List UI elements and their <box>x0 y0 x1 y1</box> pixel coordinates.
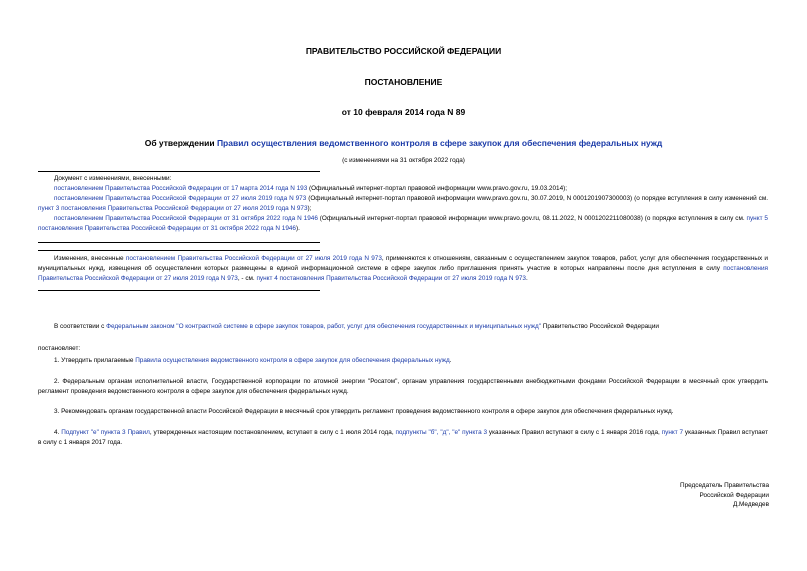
change-2-link[interactable]: постановлением Правительства Российской Федерации от 27 июля 2019 года N 973 <box>54 195 307 202</box>
note-text-2: , применяются к отношениям, связанным с осуществлением закупок товаров, работ, услуг для обеспечения государственных и муниципальных нужд, извещения об осуществлении которых размещены в единой информационной системе в сфере закупок либо приглашения принять участие в которых направлены после дня вступления в силу <box>38 255 768 272</box>
p1-text: 1. Утвердить прилагаемые <box>54 357 136 364</box>
p4-link-2[interactable]: подпункты "б", "д", "е" пункта 3 <box>395 429 488 436</box>
preamble-text-2: Правительство Российской Федерации <box>541 323 659 330</box>
preamble-text-1: В соответствии с <box>54 323 107 330</box>
decree-word: постановляет: <box>38 345 81 352</box>
signature-block <box>680 481 769 510</box>
change-1-link[interactable]: постановлением Правительства Российской Федерации от 17 марта 2014 года N 193 <box>54 185 308 192</box>
change-3-text: (Официальный интернет-портал правовой информации www.pravo.gov.ru, 08.11.2022, N 0001202211080038) (о порядке вступления в силу см. <box>317 215 747 222</box>
changes-block <box>38 174 768 234</box>
change-2-text: (Официальный интернет-портал правовой информации www.pravo.gov.ru, 30.07.2019, N 0001201907300003) (о порядке вступления в силу изменений см. <box>306 195 768 202</box>
note-link-3[interactable]: пункт 4 постановления Правительства Российской Федерации от 27 июля 2019 года N 973 <box>256 275 526 282</box>
divider <box>38 290 320 291</box>
p4-link-3[interactable]: пункт 7 <box>661 429 684 436</box>
title-rules-link[interactable]: Правил осуществления ведомственного контроля в сфере закупок для обеспечения федеральных нужд <box>216 138 663 148</box>
change-2-link-2[interactable]: пункт 3 постановления Правительства Российской Федерации от 27 июля 2019 года N 973 <box>38 205 308 212</box>
p4-text-1: , утвержденных настоящим постановлением, вступает в силу с 1 июля 2014 года, <box>149 429 396 436</box>
divider <box>38 171 320 172</box>
paragraph-1 <box>38 356 768 366</box>
change-1-text: (Официальный интернет-портал правовой информации www.pravo.gov.ru, 19.03.2014); <box>307 185 568 192</box>
p3-text: 3. Рекомендовать органам государственной власти Российской Федерации в месячный срок утвердить регламент проведения ведомственного контроля в сфере закупок для обеспечения федеральных нужд. <box>54 408 674 415</box>
paragraph-3 <box>38 407 768 417</box>
note-link-1[interactable]: постановлением Правительства Российской Федерации от 27 июля 2019 года N 973 <box>125 255 382 262</box>
changes-intro: Документ с изменениями, внесенными: <box>54 175 172 182</box>
government-name: ПРАВИТЕЛЬСТВО РОССИЙСКОЙ ФЕДЕРАЦИИ <box>305 46 502 56</box>
divider <box>38 242 320 243</box>
note-text-4: . <box>525 275 528 282</box>
paragraph-4 <box>38 428 768 448</box>
p4-text-3: указанных Правил вступает в силу с 1 января 2017 года. <box>38 429 768 446</box>
change-item-2 <box>38 194 768 214</box>
note-text-3: , - см. <box>237 275 257 282</box>
revision-note: (с изменениями на 31 октября 2022 года) <box>342 157 465 164</box>
signature-country: Российской Федерации <box>699 491 769 499</box>
signature-position: Председатель Правительства <box>680 482 769 489</box>
change-3-link-2[interactable]: пункт 5 постановления Правительства Российской Федерации от 31 октября 2022 года N 1946 <box>38 215 768 232</box>
application-note <box>38 254 768 284</box>
p1-rules-link[interactable]: Правила осуществления ведомственного контроля в сфере закупок для обеспечения федеральных нужд <box>135 357 450 364</box>
p4-text-2: указанных Правил вступают в силу с 1 января 2016 года, <box>487 429 662 436</box>
paragraph-2 <box>38 377 768 397</box>
preamble <box>38 322 768 332</box>
federal-law-link[interactable]: Федеральным законом "О контрактной системе в сфере закупок товаров, работ, услуг для обеспечения государственных и муниципальных нужд" <box>106 323 542 330</box>
change-item-1 <box>38 184 768 194</box>
p2-text: 2. Федеральным органам исполнительной власти, Государственной корпорации по атомной энергии "Росатом", органам управления государственными внебюджетными фондами Российской Федерации в месячный срок утвердить регламент проведения ведомственного контроля в сфере закупок для обеспечения федеральных нужд. <box>38 378 768 395</box>
p4-num: 4. <box>54 429 62 436</box>
note-text-1: Изменения, внесенные <box>54 255 126 262</box>
change-2-end: ); <box>307 205 312 212</box>
change-item-3 <box>38 214 768 234</box>
change-3-link[interactable]: постановлением Правительства Российской Федерации от 31 октября 2022 года N 1946 <box>54 215 318 222</box>
note-link-2[interactable]: постановления Правительства Российской Федерации от 27 июля 2019 года N 973 <box>38 265 768 282</box>
change-3-end: ). <box>295 225 300 232</box>
p4-link-1[interactable]: Подпункт "е" пункта 3 Правил <box>61 429 150 436</box>
document-type: ПОСТАНОВЛЕНИЕ <box>364 77 443 87</box>
document-date-number: от 10 февраля 2014 года N 89 <box>341 107 466 117</box>
p1-end: . <box>449 357 452 364</box>
signature-name: Д.Медведев <box>732 501 769 508</box>
document-title <box>0 138 807 148</box>
title-prefix: Об утверждении <box>144 138 217 148</box>
divider <box>38 250 320 251</box>
